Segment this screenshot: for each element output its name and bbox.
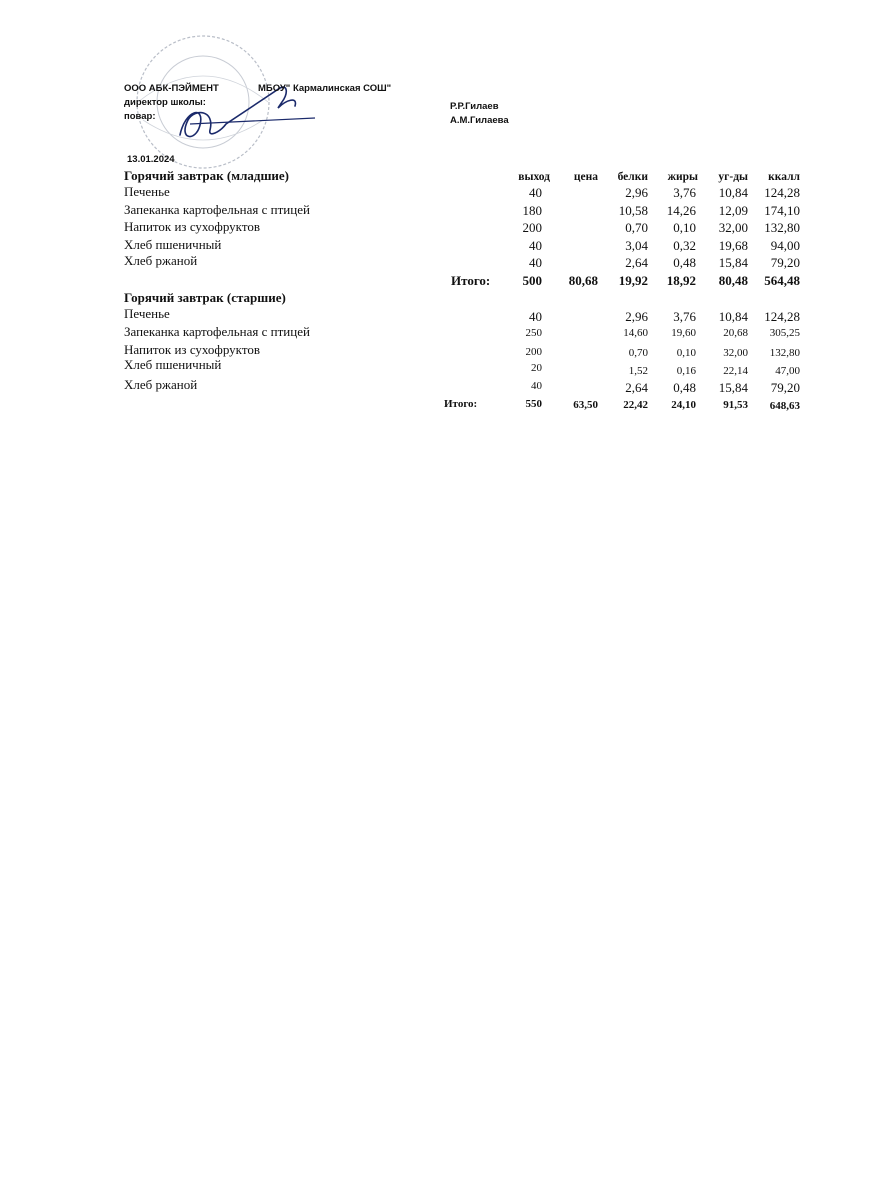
item-name: Напиток из сухофруктов bbox=[124, 342, 260, 357]
total-yield: 550 bbox=[525, 398, 542, 410]
cell-yield: 20 bbox=[531, 362, 542, 374]
cell-carbs: 19,68 bbox=[718, 238, 748, 253]
section-title-senior: Горячий завтрак (старшие) bbox=[124, 290, 286, 305]
total-carbs: 80,48 bbox=[718, 273, 748, 288]
cell-kcal: 79,20 bbox=[770, 255, 800, 270]
total-kcal: 564,48 bbox=[764, 273, 800, 288]
cell-kcal: 132,80 bbox=[764, 220, 800, 235]
cell-carbs: 10,84 bbox=[718, 309, 748, 324]
item-name: Печенье bbox=[124, 184, 170, 199]
cell-protein: 2,64 bbox=[625, 255, 648, 270]
cell-protein: 14,60 bbox=[623, 327, 648, 339]
cell-yield: 40 bbox=[529, 255, 542, 270]
item-name: Напиток из сухофруктов bbox=[124, 219, 260, 234]
cell-protein: 2,64 bbox=[625, 380, 648, 395]
section-title-junior: Горячий завтрак (младшие) bbox=[124, 168, 290, 183]
item-name: Хлеб пшеничный bbox=[124, 357, 222, 372]
cook-label: повар: bbox=[124, 111, 156, 122]
cell-kcal: 47,00 bbox=[775, 365, 800, 377]
cell-fat: 0,32 bbox=[673, 238, 696, 253]
item-name: Запеканка картофельная с птицей bbox=[124, 324, 310, 339]
column-header-protein: белки bbox=[617, 171, 648, 183]
director-label: директор школы: bbox=[124, 97, 206, 108]
total-kcal: 648,63 bbox=[769, 400, 800, 412]
org-name: ООО АБК-ПЭЙМЕНТ bbox=[124, 83, 219, 94]
cell-protein: 2,96 bbox=[625, 185, 648, 200]
item-name: Хлеб пшеничный bbox=[124, 237, 222, 252]
cell-fat: 0,10 bbox=[673, 220, 696, 235]
total-fat: 24,10 bbox=[671, 399, 696, 411]
total-carbs: 91,53 bbox=[723, 399, 748, 411]
cell-fat: 0,10 bbox=[676, 347, 696, 359]
cell-fat: 0,16 bbox=[676, 365, 696, 377]
cell-protein: 3,04 bbox=[625, 238, 648, 253]
cell-fat: 3,76 bbox=[673, 309, 696, 324]
cell-carbs: 20,68 bbox=[723, 327, 748, 339]
total-price: 80,68 bbox=[568, 273, 598, 288]
cell-protein: 10,58 bbox=[618, 203, 648, 218]
cell-yield: 250 bbox=[525, 327, 542, 339]
cell-carbs: 32,00 bbox=[718, 220, 748, 235]
menu-date: 13.01.2024 bbox=[127, 154, 175, 165]
cell-protein: 1,52 bbox=[628, 365, 648, 377]
total-label: Итого: bbox=[444, 398, 478, 410]
cell-carbs: 10,84 bbox=[718, 185, 748, 200]
cell-yield: 180 bbox=[522, 203, 542, 218]
cell-carbs: 15,84 bbox=[718, 255, 748, 270]
total-label: Итого: bbox=[451, 273, 491, 288]
total-protein: 22,42 bbox=[623, 399, 648, 411]
total-yield: 500 bbox=[522, 273, 542, 288]
cell-carbs: 22,14 bbox=[723, 365, 748, 377]
cook-name: А.М.Гилаева bbox=[450, 115, 509, 126]
cell-kcal: 79,20 bbox=[770, 380, 800, 395]
cell-yield: 40 bbox=[529, 309, 542, 324]
total-price: 63,50 bbox=[573, 399, 598, 411]
school-name: МБОУ" Кармалинская СОШ" bbox=[258, 83, 392, 94]
cell-fat: 19,60 bbox=[671, 327, 696, 339]
cell-kcal: 305,25 bbox=[769, 327, 800, 339]
cell-yield: 40 bbox=[529, 238, 542, 253]
cell-yield: 200 bbox=[525, 346, 542, 358]
cell-protein: 0,70 bbox=[628, 347, 648, 359]
cell-carbs: 12,09 bbox=[718, 203, 748, 218]
cell-kcal: 124,28 bbox=[764, 309, 800, 324]
item-name: Запеканка картофельная с птицей bbox=[124, 202, 310, 217]
item-name: Печенье bbox=[124, 306, 170, 321]
cell-yield: 200 bbox=[522, 220, 542, 235]
item-name: Хлеб ржаной bbox=[124, 253, 198, 268]
cell-protein: 2,96 bbox=[625, 309, 648, 324]
cell-yield: 40 bbox=[529, 185, 542, 200]
director-name: Р.Р.Гилаев bbox=[450, 101, 499, 112]
total-protein: 19,92 bbox=[618, 273, 648, 288]
cell-carbs: 32,00 bbox=[723, 347, 748, 359]
cell-carbs: 15,84 bbox=[718, 380, 748, 395]
cell-kcal: 132,80 bbox=[769, 347, 800, 359]
cell-fat: 0,48 bbox=[673, 255, 696, 270]
cell-fat: 0,48 bbox=[673, 380, 696, 395]
column-header-price: цена bbox=[573, 171, 598, 183]
cell-protein: 0,70 bbox=[625, 220, 648, 235]
cell-fat: 3,76 bbox=[673, 185, 696, 200]
item-name: Хлеб ржаной bbox=[124, 377, 198, 392]
column-header-carbs: уг-ды bbox=[718, 171, 748, 183]
cell-kcal: 174,10 bbox=[764, 203, 800, 218]
cell-fat: 14,26 bbox=[666, 203, 696, 218]
column-header-yield: выход bbox=[518, 171, 550, 183]
column-header-fat: жиры bbox=[667, 171, 698, 183]
cell-kcal: 94,00 bbox=[770, 238, 800, 253]
total-fat: 18,92 bbox=[666, 273, 696, 288]
cell-yield: 40 bbox=[531, 380, 542, 392]
column-header-kcal: ккалл bbox=[768, 171, 800, 183]
cell-kcal: 124,28 bbox=[764, 185, 800, 200]
